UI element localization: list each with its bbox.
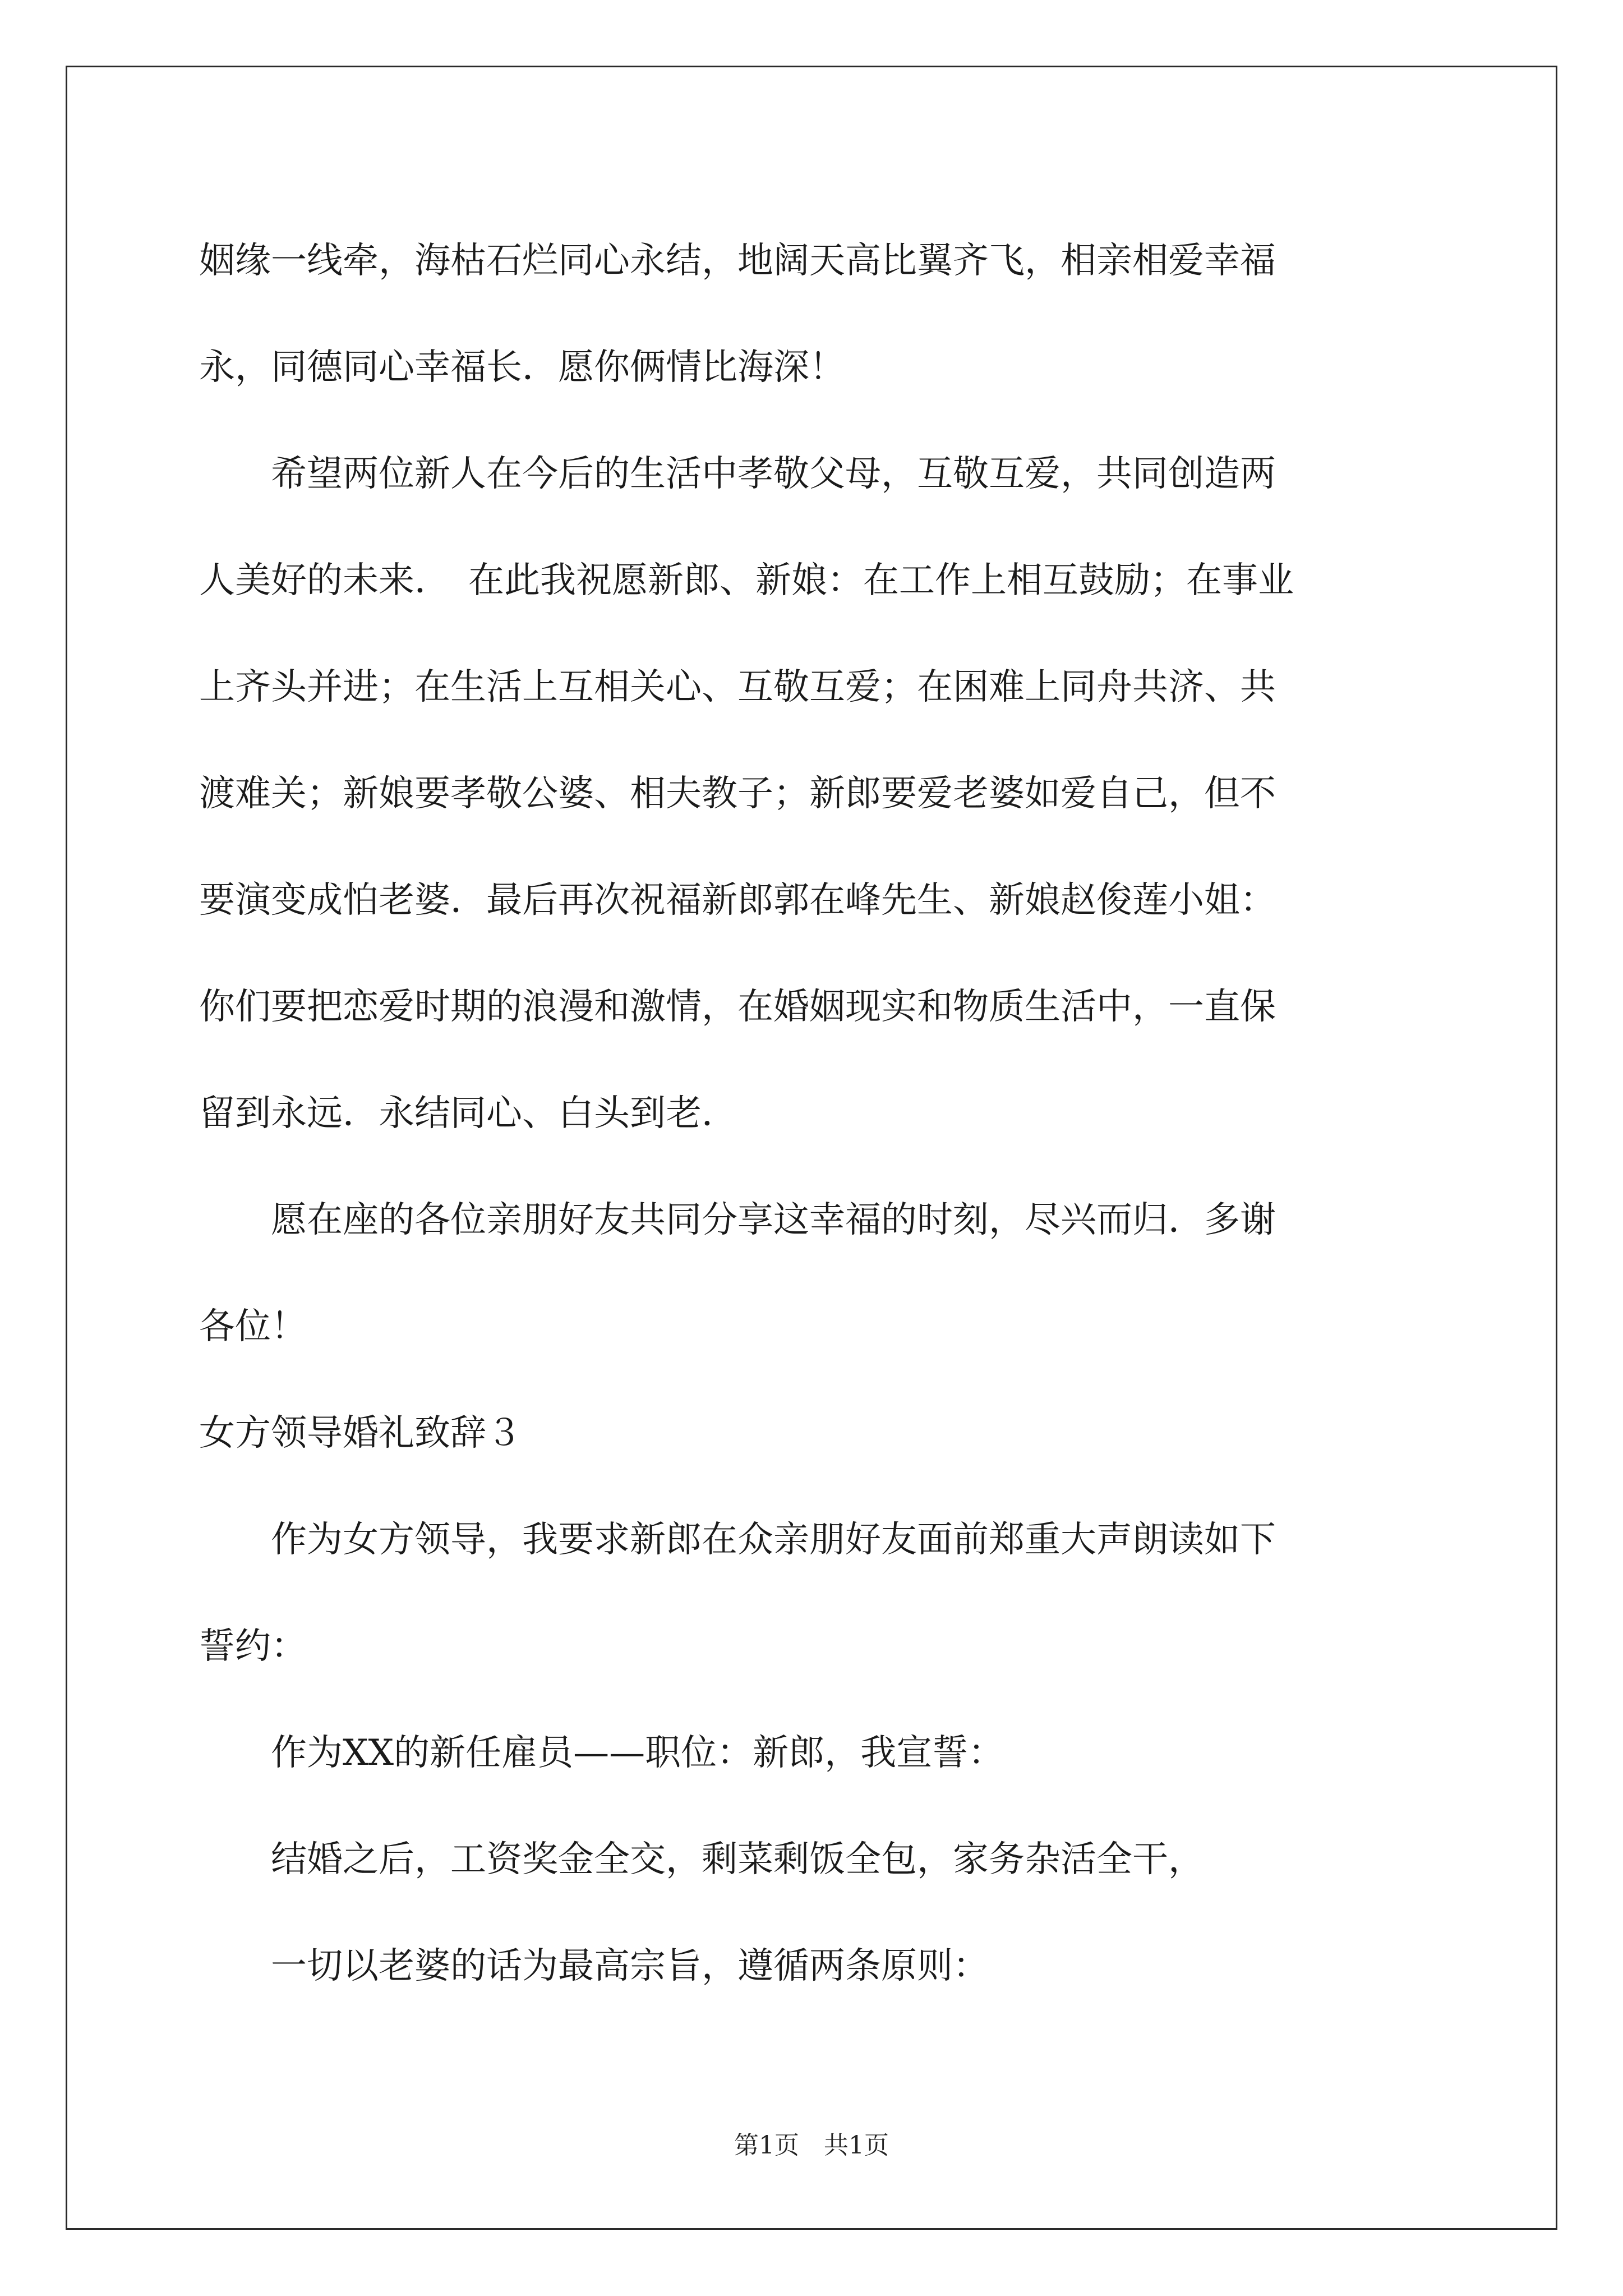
text-line: 姻缘一线牵，海枯石烂同心永结，地阔天高比翼齐飞，相亲相爱幸福	[199, 240, 1276, 282]
text-line: 渡难关；新娘要孝敬公婆、相夫教子；新郎要爱老婆如爱自己，但不	[199, 773, 1276, 815]
section-heading: 女方领导婚礼致辞３	[199, 1412, 522, 1454]
text-line: 各位！	[199, 1306, 307, 1347]
page-footer: 第1页 共1页	[734, 2131, 889, 2160]
text-line: 誓约：	[199, 1626, 307, 1667]
text-line: 结婚之后，工资奖金全交，剩菜剩饭全包，家务杂活全干，	[199, 1839, 1204, 1880]
text-line: 上齐头并进；在生活上互相关心、互敬互爱；在困难上同舟共济、共	[199, 666, 1276, 708]
text-line: 你们要把恋爱时期的浪漫和激情，在婚姻现实和物质生活中，一直保	[199, 986, 1276, 1028]
text-line: 作为XX的新任雇员——职位：新郎，我宣誓：	[199, 1732, 1004, 1774]
text-line: 愿在座的各位亲朋好友共同分享这幸福的时刻，尽兴而归．多谢	[199, 1199, 1276, 1241]
document-body	[199, 208, 1433, 2019]
text-line: 一切以老婆的话为最高宗旨，遵循两条原则：	[199, 1945, 989, 1987]
text-line: 要演变成怕老婆．最后再次祝福新郎郭在峰先生、新娘赵俊莲小姐：	[199, 880, 1276, 921]
text-line: 希望两位新人在今后的生活中孝敬父母，互敬互爱，共同创造两	[199, 453, 1276, 495]
text-line: 人美好的未来． 在此我祝愿新郎、新娘：在工作上相互鼓励；在事业	[199, 560, 1294, 601]
text-line: 留到永远．永结同心、白头到老．	[199, 1093, 737, 1134]
text-line: 永，同德同心幸福长．愿你俩情比海深！	[199, 347, 845, 388]
text-line: 作为女方领导，我要求新郎在众亲朋好友面前郑重大声朗读如下	[199, 1519, 1276, 1561]
